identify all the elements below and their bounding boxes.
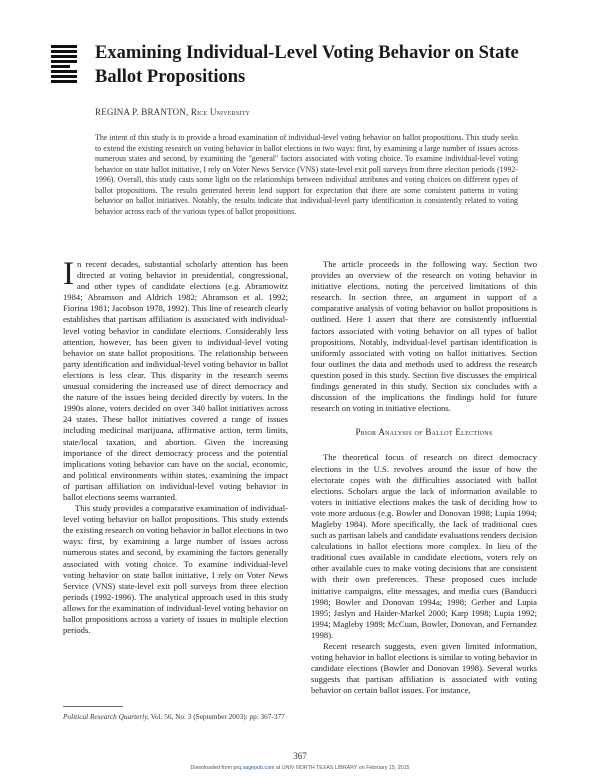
abstract: The intent of this study is to provide a broad examination of individual-level voting behavior on ballot propositions. This study seeks to extend the existing research on voting behavior in ballot elections in two ways: first, by examining a large number of issues across numerous states and second, by examining the "general" factors associated with voting choice. To examine individual-level voting behavior on state ballot initiative, I rely on Voter News Service (VNS) state-level exit poll surveys from three election periods (1992-1996). Overall, this study casts some light on the relationships between individual attributes and voting choices on different types of ballot propositions. The results generated herein lend support for expectation that there are some consistent patterns in voting behavior on ballot initiatives. Notably, the results indicate that individual-level party identification is consistently related to voting behavior across each of the various types of ballot propositions. — [95, 133, 518, 216]
body-column-right — [311, 259, 537, 696]
author-name: REGINA P. BRANTON, — [95, 107, 189, 117]
citation-details: Vol. 56, No. 3 (September 2003): pp. 367-377 — [150, 712, 285, 721]
intro-paragraph — [63, 256, 288, 503]
article-title: Examining Individual-Level Voting Behavior on State Ballot Propositions — [95, 43, 519, 87]
download-prefix: Downloaded from — [190, 765, 233, 771]
body-paragraph: Recent research suggests, even given limited information, voting behavior in ballot elections is similar to voting behavior in candidate elections (Bowler and Donovan 1998). Several works suggests that partisan affiliation is associated with voting behavior on certain ballot issues. For instance, — [311, 641, 537, 696]
body-paragraph: The article proceeds in the following way. Section two provides an overview of the research on voting behavior in initiative elections, noting the perceived limitations of this research. In section three, an argument in support of a comparative analysis of voting behavior on ballot propositions is outlined. Here I assert that there are consistently influential factors associated with voting behavior on all types of ballot propositions. Notably, individual-level partisan identification is uniformly associated with voting on ballot initiatives. Section four outlines the data and methods used to address the research question posed in this study. Section five discusses the empirical findings generated in this study. Section six concludes with a discussion of the implications the findings hold for future research on voting in initiative elections. — [311, 259, 537, 414]
author-line — [95, 107, 250, 117]
journal-name: Political Research Quarterly, — [63, 712, 149, 721]
body-paragraph: This study provides a comparative examination of individual-level voting behavior on ballot propositions. This study extends the existing research on voting behavior in ballot elections in two ways: first, by examining a large number of issues across numerous states and second, by examining the factors generally associated with voting choice. To examine individual-level voting behavior on state ballot initiative, I rely on Voter News Service (VNS) state-level exit poll surveys from three election periods (1992-1996). The analytical approach used in this study allows for the examination of individual-level voting behavior on ballot propositions across a variety of issues in multiple election periods. — [63, 503, 288, 636]
download-link[interactable]: prq.sagepub.com — [233, 765, 275, 771]
section-heading: Prior Analysis of Ballot Elections — [355, 427, 493, 438]
citation-footnote — [63, 712, 285, 721]
body-paragraph: The theoretical focus of research on direct democracy elections in the U.S. revolves around the issue of how the electorate copes with the difficulties associated with ballot elections. Scholars argue the lack of information available to voters in initiative elections makes the task of deciding how to vote more arduous (e.g. Bowler and Donovan 1998; Lupia 1994; Magleby 1984). More specifically, the lack of traditional cues such as partisan labels and candidate evaluations renders decision calculations in ballot elections more complex. In lieu of the traditional cues available in candidate elections, voters rely on other available cues to make voting decisions that are consistent with their own preferences. These proposed cues include initiative campaigns, elite messages, and media cues (Banducci 1998; Bowler and Donovan 1994a; 1998; Gerber and Lupia 1995; Jaslyn and Haider-Markel 2000; Karp 1998; Lupia 1992; 1994; Magleby 1989; McCuan, Bowler, Donovan, and Fernandez 1998). — [311, 452, 537, 640]
footnote-divider — [63, 706, 123, 707]
page-number: 367 — [293, 751, 307, 761]
body-column-left — [63, 256, 288, 636]
drop-cap: I — [63, 256, 74, 292]
download-notice — [0, 765, 600, 771]
download-suffix: at UNIV NORTH TEXAS LIBRARY on February 15, 2015 — [275, 765, 410, 771]
author-affiliation: Rice University — [190, 107, 250, 117]
intro-paragraph-text: n recent decades, substantial scholarly attention has been directed at voting behavior in presidential, congressional, and other types of candidate elections (e.g. Abramowitz 1984; Abramson and Aldrich 1982; Abramson et al. 1992; Fiorina 1981; Jacobson 1978, 1992). This line of research clearly establishes that partisan affiliation is associated with individual-level voting behavior in candidate elections. Considerably less attention, however, has been given to individual-level voting behavior on state ballot propositions. The relationship between party identification and individual-level voting behavior in ballot elections is less clear. This disparity in the research seems unusual considering the increased use of direct democracy and the nature of the issues being decided directly by voters. In the 1990s alone, voters decided on over 340 ballot initiatives across 24 states. These ballot initiatives covered a range of issues including medicinal marijuana, affirmative action, term limits, state/local taxation, and abortion. Given the increasing importance of the direct democracy process and the potential implications voting behavior can have on the social, economic, and political environments within states, examining the impact of partisan affiliation on individual-level voting behavior in ballot elections seems warranted. — [63, 259, 288, 502]
journal-logo-icon — [51, 45, 77, 85]
